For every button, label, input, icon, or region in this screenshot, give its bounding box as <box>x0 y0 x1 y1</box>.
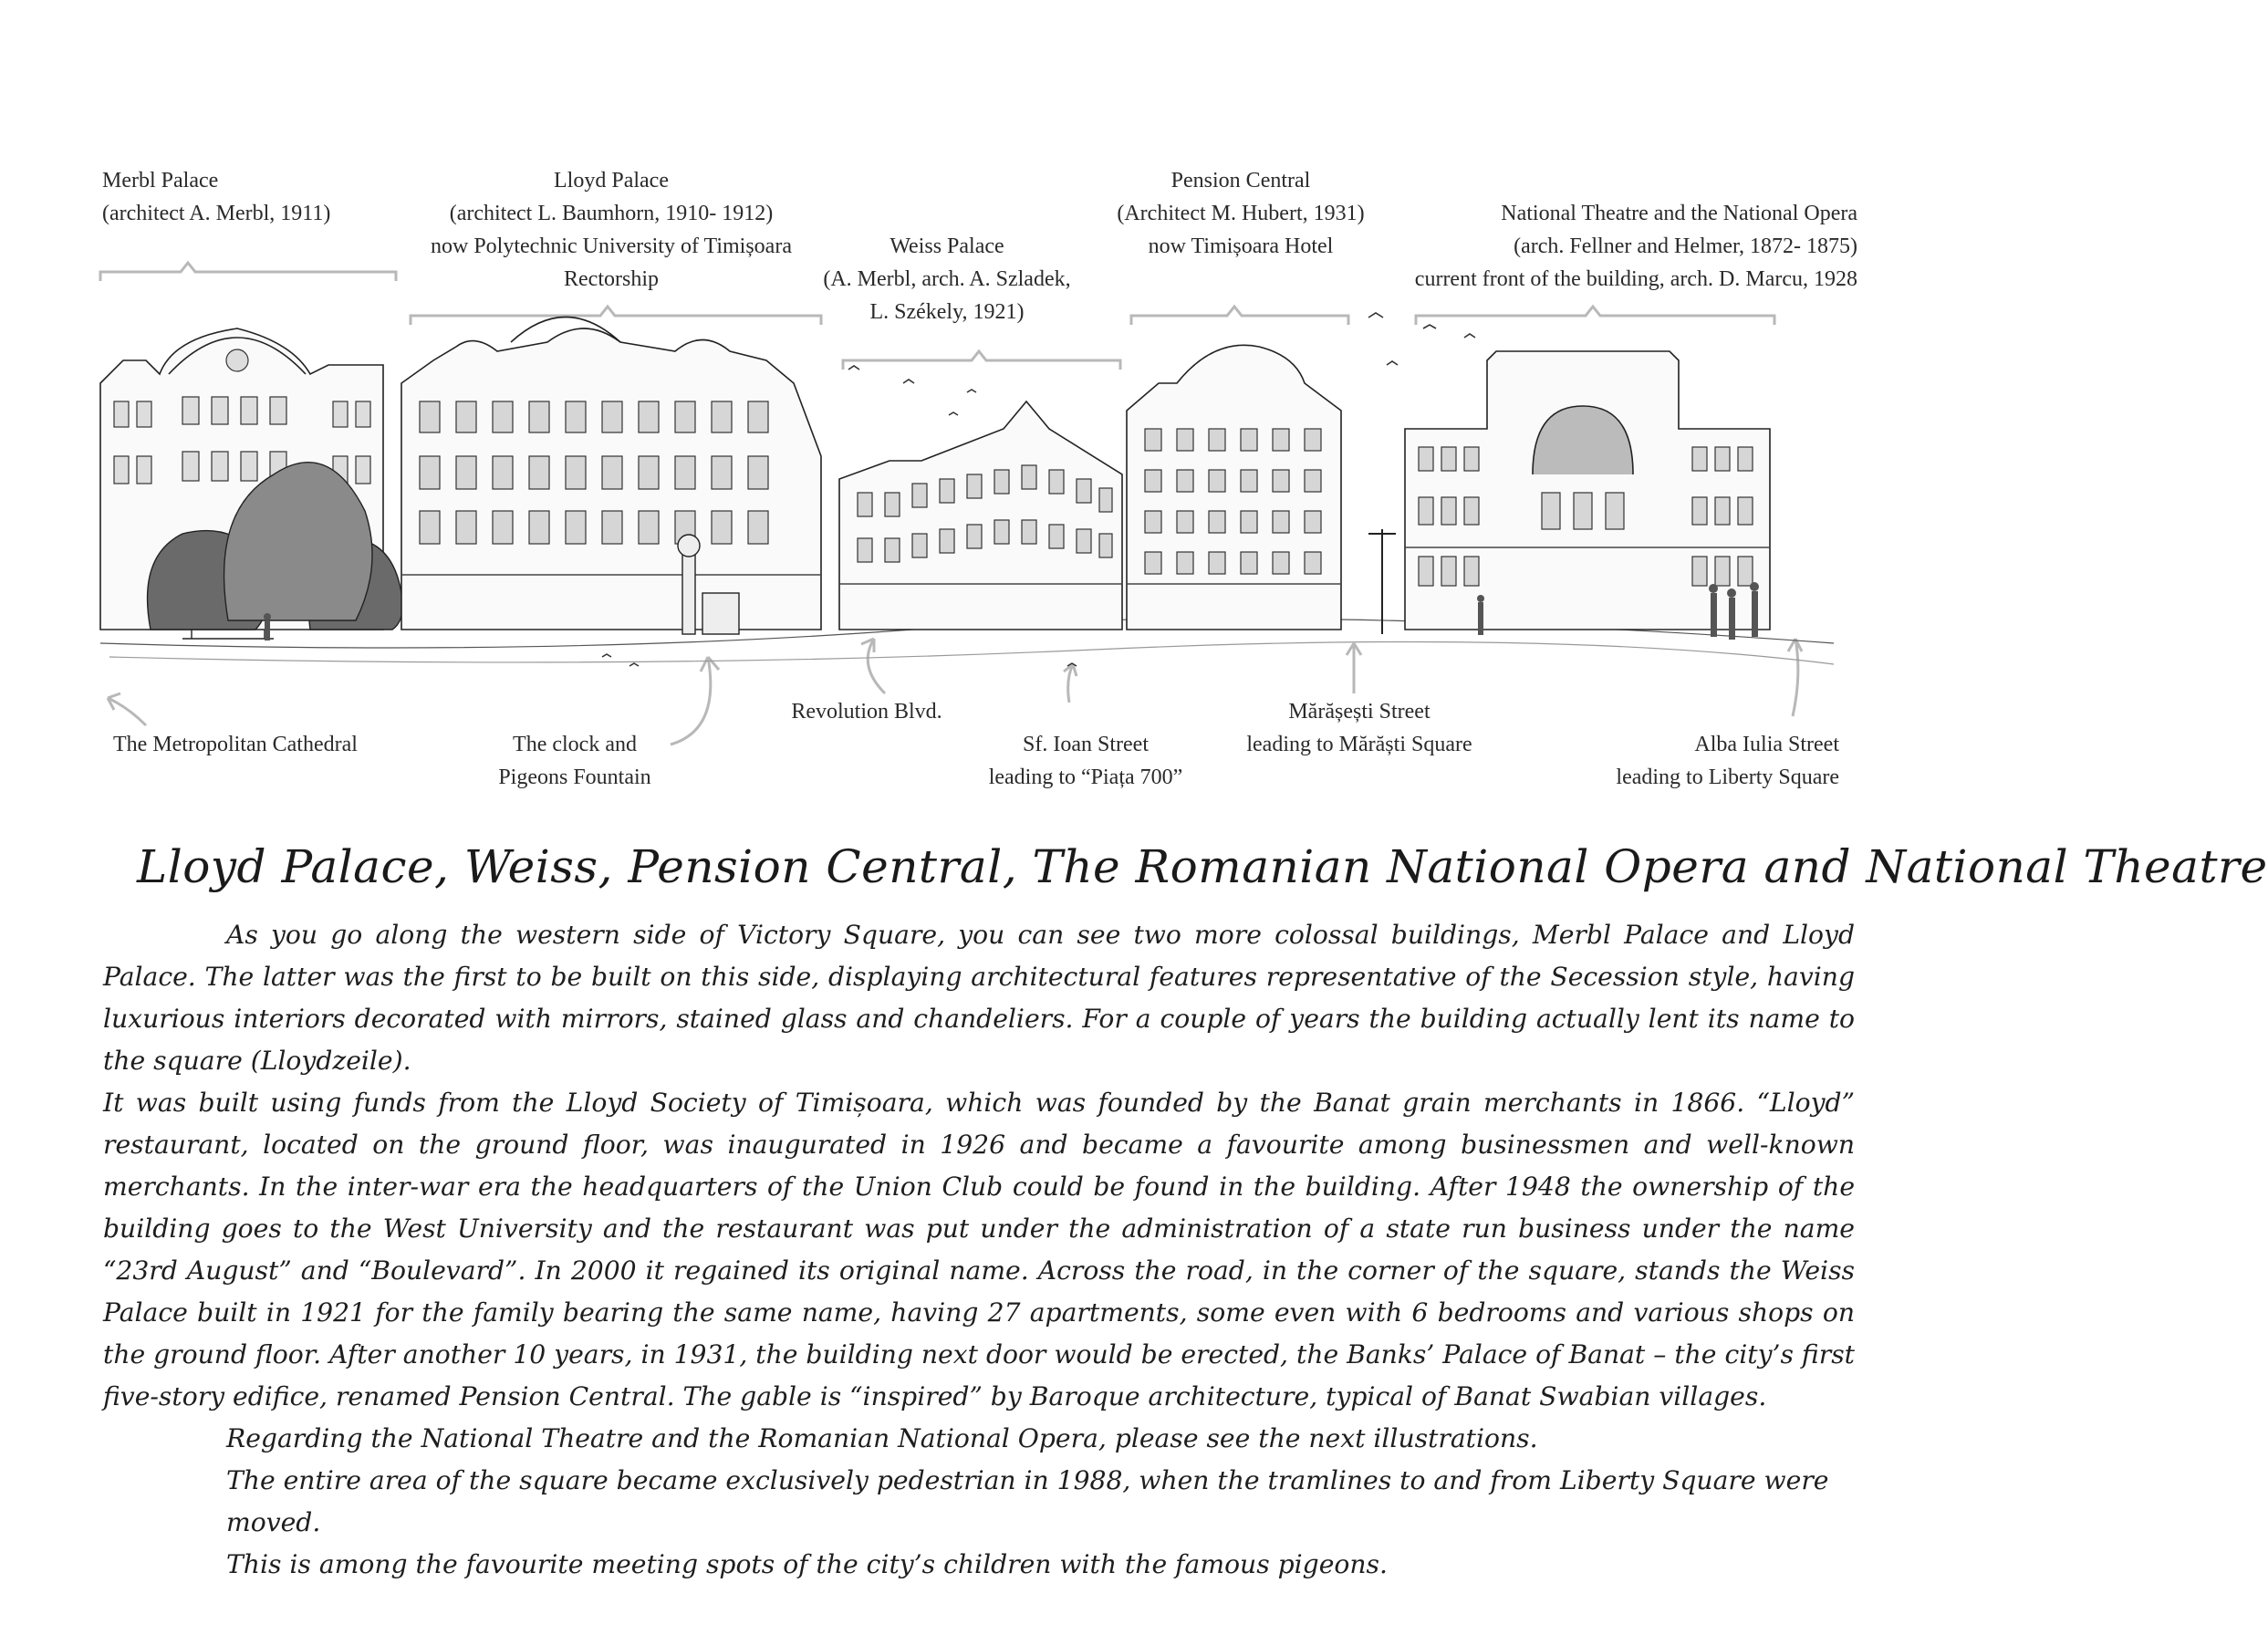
caption-line: (Architect M. Hubert, 1931) <box>1117 202 1365 225</box>
caption-line: The clock and <box>513 733 637 756</box>
caption-line: Pigeons Fountain <box>498 765 651 789</box>
caption-line: (architect A. Merbl, 1911) <box>102 202 331 225</box>
caption-revolution-blvd <box>766 695 967 728</box>
caption-line: leading to “Piața 700” <box>988 765 1183 789</box>
caption-line: (A. Merbl, arch. A. Szladek, <box>823 267 1071 291</box>
caption-lloyd-palace <box>401 164 821 296</box>
caption-line: now Polytechnic University of Timișoara <box>431 234 792 258</box>
caption-marasesti-street <box>1213 695 1505 761</box>
caption-national-opera <box>1323 197 1857 296</box>
caption-line: Rectorship <box>564 267 659 291</box>
paragraph: Regarding the National Theatre and the Romanian National Opera, please see the next illustrations. <box>226 1423 1538 1453</box>
caption-clock-fountain <box>465 728 684 794</box>
caption-line: Weiss Palace <box>890 234 1004 258</box>
lamp-post-drawing <box>1368 529 1396 634</box>
paragraph: This is among the favourite meeting spots of the city’s children with the famous pigeons. <box>226 1549 1388 1579</box>
caption-line: Alba Iulia Street <box>1694 733 1839 756</box>
caption-line: leading to Mărăști Square <box>1246 733 1472 756</box>
caption-merbl-palace <box>102 164 330 230</box>
caption-line: Pension Central <box>1170 169 1311 193</box>
page-title: Lloyd Palace, Weiss, Pension Central, The Romanian National Opera and National Theatre <box>137 840 2268 893</box>
paragraph: It was built using funds from the Lloyd Society of Timișoara, which was founded by the Banat grain merchants in 1866. “Lloyd” restaurant, located on the ground floor, was inaugurated in 1926 and became a favourite among businessmen and well-known merchants. In the inter-war era the headquarters of the Union Club could be found in the building. After 1948 the ownership of the building goes to the West University and the restaurant was put under the administration of a state run business under the name “23rd August” and “Boulevard”. In 2000 it regained its original name. Across the road, in the corner of the square, stands the Weiss Palace built in 1921 for the family bearing the same name, having 27 apartments, some even with 6 bedrooms and various shops on the ground floor. After another 10 years, in 1931, the building next door would be erected, the Banks’ Palace of Banat – the city’s first five-story edifice, renamed Pension Central. The gable is “inspired” by Baroque architecture, typical of Banat Swabian villages. <box>103 1088 1855 1411</box>
caption-weiss-palace <box>810 230 1084 328</box>
caption-line: L. Székely, 1921) <box>869 300 1025 324</box>
caption-line: leading to Liberty Square <box>1616 765 1839 789</box>
caption-line: now Timișoara Hotel <box>1148 234 1334 258</box>
caption-line: Merbl Palace <box>102 169 219 193</box>
paragraph: As you go along the western side of Victory Square, you can see two more colossal buildings, Merbl Palace and Lloyd Palace. The latter was the first to be built on this side, displaying architectural features representative of the Secession style, having luxurious interiors decorated with mirrors, stained glass and chandeliers. For a couple of years the building actually lent its name to the square (Lloydzeile). <box>103 920 1855 1076</box>
lloyd-palace-drawing <box>401 318 821 630</box>
panorama-illustration <box>0 0 1947 803</box>
caption-line: Revolution Blvd. <box>791 700 942 724</box>
caption-line: Lloyd Palace <box>554 169 669 193</box>
article-body <box>103 914 1855 1586</box>
caption-line: The Metropolitan Cathedral <box>113 733 358 756</box>
caption-line: (arch. Fellner and Helmer, 1872- 1875) <box>1514 234 1857 258</box>
caption-metropolitan-cathedral <box>113 728 358 761</box>
caption-line: Mărășești Street <box>1288 700 1431 724</box>
weiss-palace-drawing <box>839 401 1122 630</box>
caption-line: current front of the building, arch. D. Marcu, 1928 <box>1414 267 1857 291</box>
caption-line: (architect L. Baumhorn, 1910- 1912) <box>449 202 774 225</box>
caption-line: Sf. Ioan Street <box>1023 733 1149 756</box>
caption-sf-ioan-street <box>949 728 1222 794</box>
caption-line: National Theatre and the National Opera <box>1501 202 1857 225</box>
pension-central-drawing <box>1127 345 1341 630</box>
caption-alba-iulia-street <box>1533 728 1839 794</box>
paragraph: The entire area of the square became exclusively pedestrian in 1988, when the tramlines to and from Liberty Square were moved. <box>226 1465 1829 1537</box>
